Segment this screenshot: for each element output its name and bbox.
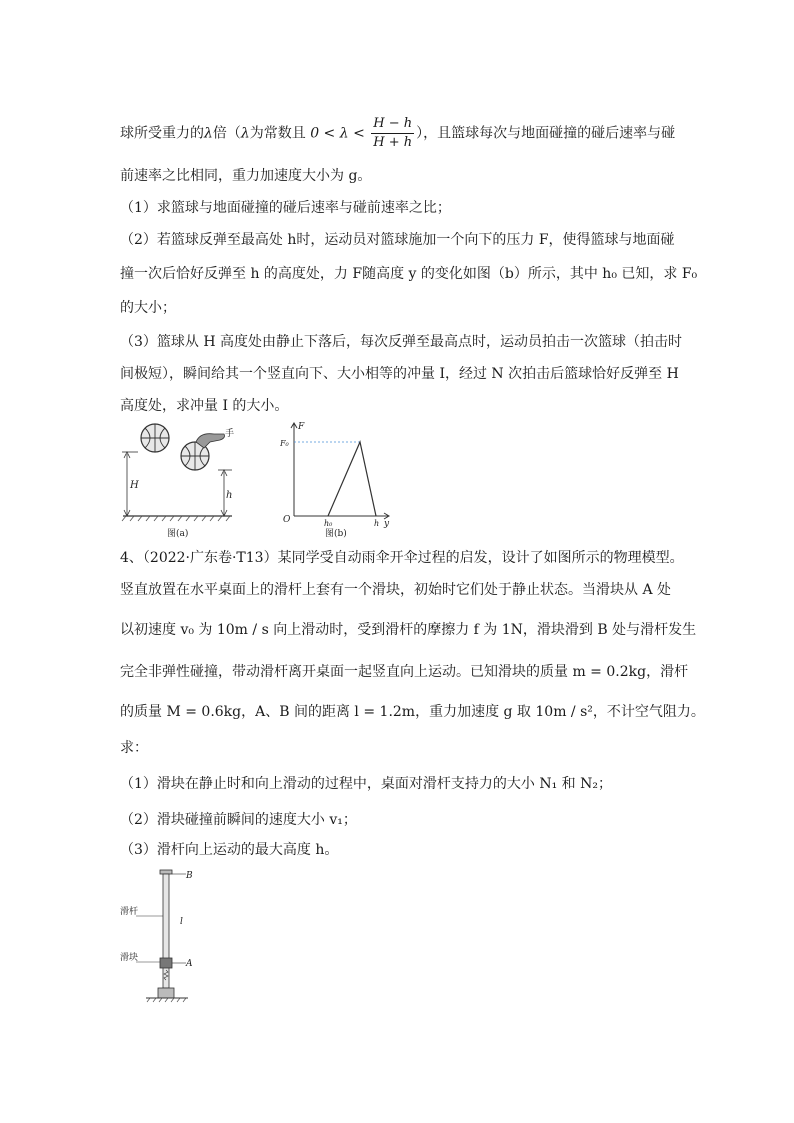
rod-label: 滑杆 — [120, 907, 139, 917]
question-2-line-1: （2）若篮球反弹至最高处 h时，运动员对篮球施加一个向下的压力 F，使得篮球与地面碰 — [120, 232, 675, 248]
problem-text-line-1 — [120, 115, 675, 152]
lambda-symbol: λ — [204, 125, 213, 142]
problem-4-question-3: （3）滑杆向上运动的最大高度 h。 — [120, 842, 339, 858]
problem-4-line-3: 以初速度 v₀ 为 10m / s 向上滑动时，受到滑杆的摩擦力 f 为 1N，滑块滑到 B 处与滑杆发生 — [120, 622, 697, 638]
question-1: （1）求篮球与地面碰撞的碰后速率与碰前速率之比； — [120, 200, 451, 216]
fraction — [371, 115, 414, 152]
question-3-line-1: （3）篮球从 H 高度处由静止下落后，每次反弹至最高点时，运动员拍击一次篮球（拍击时 — [120, 334, 683, 350]
length-l-label: l — [180, 917, 183, 927]
axis-y-label: y — [384, 519, 390, 529]
figure-b-caption: 图(b) — [325, 529, 347, 539]
hand-label: 手 — [225, 429, 235, 439]
question-3-line-3: 高度处，求冲量 I 的大小。 — [120, 398, 289, 414]
h0-tick-label: h₀ — [324, 519, 333, 528]
fraction-numerator: H − h — [371, 115, 414, 134]
figure-b-force-graph — [280, 418, 400, 540]
fraction-denominator: H + h — [373, 135, 413, 150]
problem-4-question-1: （1）滑块在静止时和向上滑动的过程中，桌面对滑杆支持力的大小 N₁ 和 N₂； — [120, 776, 612, 792]
text-segment: 球所受重力的 — [120, 125, 204, 142]
text-segment: ），且篮球每次与地面碰撞的碰后速率与碰 — [416, 125, 676, 142]
height-h-label: h — [226, 490, 233, 501]
lambda-symbol: λ — [240, 125, 250, 142]
text-segment: 倍（ — [212, 125, 241, 142]
rod-base — [158, 988, 174, 998]
block-label: 滑块 — [120, 953, 139, 963]
question-2-line-3: 的大小； — [120, 300, 176, 316]
origin-label: O — [283, 515, 291, 525]
figure-a-basketball — [120, 418, 240, 540]
problem-4-line-1: 4、（2022·广东卷·T13）某同学受自动雨伞开伞过程的启发，设计了如图所示的物理模型。 — [120, 550, 684, 566]
problem-4-line-5: 的质量 M = 0.6kg，A、B 间的距离 l = 1.2m，重力加速度 g 取 10m / s²，不计空气阻力。 — [120, 704, 705, 720]
slider-block — [160, 958, 172, 968]
figure-a-caption: 图(a) — [167, 529, 189, 539]
height-H-label: H — [130, 480, 139, 491]
problem-4-line-6: 求： — [120, 740, 148, 756]
problem-4-line-2: 竖直放置在水平桌面上的滑杆上套有一个滑块，初始时它们处于静止状态。当滑块从 A 处 — [120, 582, 672, 598]
inequality: 0 < λ < — [310, 125, 365, 142]
point-A-label: A — [186, 959, 193, 969]
question-2-line-2: 撞一次后恰好反弹至 h 的高度处，力 F随高度 y 的变化如图（b）所示，其中 h₀ 已知，求 F₀ — [120, 266, 698, 282]
rod-top-cap — [160, 870, 172, 874]
text-segment: 为常数且 — [249, 125, 306, 142]
problem-text-line-2: 前速率之比相同，重力加速度大小为 g。 — [120, 168, 372, 184]
figure-sliding-rod — [120, 866, 230, 1006]
question-3-line-2: 间极短），瞬间给其一个竖直向下、大小相等的冲量 I，经过 N 次拍击后篮球恰好反弹至 H — [120, 366, 679, 382]
point-B-label: B — [186, 871, 193, 881]
problem-4-question-2: （2）滑块碰撞前瞬间的速度大小 v₁； — [120, 812, 357, 828]
rod — [163, 874, 169, 988]
h-tick-label: h — [374, 519, 380, 528]
F0-label: F₀ — [280, 439, 289, 448]
problem-4-line-4: 完全非弹性碰撞，带动滑杆离开桌面一起竖直向上运动。已知滑块的质量 m = 0.2kg，滑杆 — [120, 664, 689, 680]
force-curve — [328, 442, 376, 516]
axis-F-label: F — [298, 422, 305, 432]
